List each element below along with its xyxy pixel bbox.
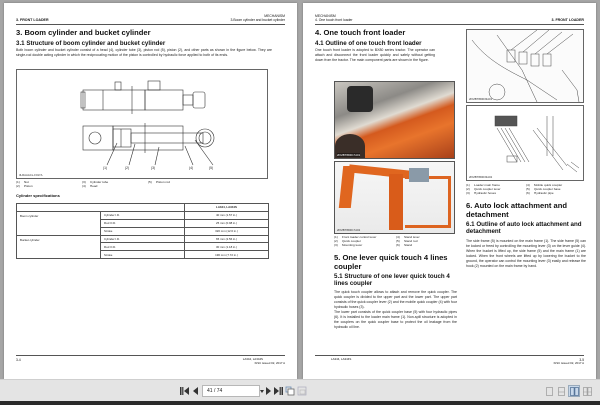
legend-label: Hydraulic hoses: [474, 190, 497, 195]
two-page-view-icon: [570, 387, 579, 396]
legend-label: Mobile quick coupler: [534, 183, 563, 187]
cylinder-spec-table: [16, 203, 269, 259]
viewer-toolbar: [0, 379, 600, 401]
page-number-input[interactable]: 41 / 74: [202, 385, 260, 397]
model-header: LA344, LA344S: [185, 204, 269, 212]
header-section-title: 3.Boom cylinder and bucket cylinder: [230, 18, 285, 22]
first-page-button[interactable]: [179, 385, 189, 397]
rotate-counterclockwise-icon: [297, 386, 307, 396]
table-header-row: [17, 204, 269, 212]
legend-num: (3): [82, 180, 86, 184]
spec-item: Stroke: [101, 251, 185, 259]
spec-value: 65 mm (2.56 in.): [185, 235, 269, 243]
section4-title: 4. One touch front loader: [315, 28, 406, 37]
spec-item: Rod O.D.: [101, 219, 185, 227]
legend-num: (4): [396, 235, 400, 239]
rotate-counterclockwise-button[interactable]: [297, 385, 307, 397]
callout-4: (4): [189, 166, 194, 170]
callout-2: (2): [125, 166, 130, 170]
legend-label: Hydraulic pipe: [534, 190, 554, 195]
first-page-icon: [180, 387, 189, 395]
callout-3: (3): [151, 166, 156, 170]
legend-label: Mounting lever: [342, 242, 363, 247]
spec-item: Cylinder I.D.: [101, 211, 185, 219]
group-name: Bucket cylinder: [17, 235, 101, 259]
legend-label: Cylinder tube: [90, 180, 109, 184]
legend-num: (5): [526, 186, 530, 191]
previous-page-button[interactable]: [191, 385, 201, 397]
photo-code: 2KMBTIB0017A01: [337, 153, 361, 157]
page-footer: [16, 355, 285, 367]
header-chapter: 3. FRONT LOADER: [16, 18, 49, 22]
legend-label: Quick coupler lever: [474, 186, 501, 191]
next-page-button[interactable]: [263, 385, 273, 397]
header-section: [315, 14, 353, 22]
pdf-page-right: [303, 3, 596, 379]
loader-frame: [389, 174, 403, 230]
tractor-photo: [334, 81, 455, 159]
callout-5: (5): [209, 166, 214, 170]
page-number: 3-4: [16, 358, 21, 362]
group-name: Boom cylinder: [17, 211, 101, 235]
rotate-clockwise-button[interactable]: [285, 385, 295, 397]
cylinder-figure: [16, 69, 268, 179]
next-page-icon: [265, 387, 271, 395]
figure-code: 2KMBTIB0033A02: [469, 175, 493, 179]
legend-num: (4): [526, 183, 530, 187]
legend-num: (3): [466, 190, 470, 195]
footer-issue: KiSC issued 02, 2017 A: [553, 361, 584, 365]
header-chapter: 3. FRONT LOADER: [551, 18, 584, 22]
header-section-title: 4. One touch front loader: [315, 18, 353, 22]
legend-num: (2): [466, 186, 470, 191]
spec-item: Cylinder I.D.: [101, 235, 185, 243]
header-mechanism: MECHANISM: [315, 14, 336, 18]
table-row: [17, 211, 269, 219]
legend-label: Stand lever: [404, 235, 420, 239]
section5-paragraph-2: The lower part consists of the quick coupler base (5) with four hydraulic pipes (6). It is installed to the loader main frame (1). Non-spill structure is adopted in the couplers on the quick coupler base to protect the oil leakage from the hydraulic oil line.: [334, 310, 457, 329]
two-page-continuous-button[interactable]: [582, 385, 592, 397]
section-title: 3. Boom cylinder and bucket cylinder: [16, 28, 151, 37]
page-header: [16, 9, 285, 25]
legend-label: Head: [90, 183, 98, 188]
coupler-overview-figure: [466, 29, 584, 103]
loader-photo: [334, 161, 455, 234]
legend-label: Nut: [24, 180, 29, 184]
legend-num: (3): [334, 242, 338, 247]
coupler-detail-figure: [466, 105, 584, 181]
legend-num: (2): [334, 238, 338, 243]
section5-paragraph: The quick touch coupler allows to attach and remove the quick coupler. The quick coupler is divided to the upper part and the lower part. The upper part consists of the quick coupler lever (2) and the mobile quick coupler (4) with four hydraulic hoses (3).: [334, 290, 457, 309]
figure-code: 3LRAAACL-F017A: [19, 173, 43, 177]
section4-subtitle: 4.1 Outline of one touch front loader: [315, 40, 422, 47]
legend-num: (6): [526, 190, 530, 195]
page-footer: [315, 355, 584, 367]
header-section: [231, 14, 285, 22]
legend-label: Stand: [404, 242, 413, 247]
legend-label: Stand rod: [404, 238, 418, 243]
legend-label: Piston: [24, 183, 33, 188]
spec-value: 320 mm (12.6 in.): [185, 227, 269, 235]
page-header: [315, 9, 584, 25]
section-paragraph: Both boom cylinder and bucket cylinder consist of a head (4), cylinder tube (3), piston rod (5), piston (2), and other parts as shown in the figure below. They are single-rod double acting cylinder in which the reciprocating motion of the piston is controlled by hydraulic force applied to both of its ends.: [16, 48, 272, 57]
single-page-view-icon: [546, 387, 553, 396]
continuous-view-icon: [558, 387, 565, 396]
figure-code: 2KMBTIB0033A01: [469, 97, 493, 101]
spec-value: 196 mm (7.72 in.): [185, 251, 269, 259]
spec-item: Stroke: [101, 227, 185, 235]
two-page-continuous-icon: [583, 387, 592, 396]
spec-title: Cylinder specifications: [16, 193, 60, 198]
photo-code: 2KMBTIB0017A02: [337, 228, 361, 232]
legend-num: (1): [466, 183, 470, 187]
legend-num: (4): [82, 183, 86, 188]
legend-num: (1): [334, 235, 338, 239]
section4-paragraph: One touch front loader is adopted to BX80 series tractor. The operator can attach and disconnect the front loader quickly and safely without getting down from the tractor. The main component parts are shown in the figure.: [315, 48, 435, 62]
page-number: 3-5: [579, 358, 584, 362]
spec-value: 30 mm (1.18 in.): [185, 243, 269, 251]
pdf-page-left: [4, 3, 297, 379]
legend-label: Front loader control lever: [342, 235, 377, 239]
callout-1: (1): [103, 166, 108, 170]
taskbar-strip: [0, 401, 600, 405]
section5-subtitle: 5.1 Structure of one lever quick touch 4 lines coupler: [334, 273, 450, 287]
legend-label: Quick coupler: [342, 238, 361, 243]
last-page-icon: [274, 387, 283, 395]
two-page-view-button[interactable]: [568, 385, 580, 397]
table-row: [17, 235, 269, 243]
previous-page-icon: [193, 387, 199, 395]
spec-value: 25 mm (0.98 in.): [185, 219, 269, 227]
rotate-clockwise-icon: [285, 386, 295, 396]
legend-label: Piston rod: [156, 180, 170, 184]
section6-subtitle: 6.1 Outline of auto lock attachment and detachment: [466, 221, 582, 235]
legend-label: Quick coupler base: [534, 186, 561, 191]
coupler-detail-diagram: [467, 106, 584, 181]
legend-label: Loader main frame: [474, 183, 500, 187]
legend-num: (5): [148, 180, 152, 184]
spec-value: 40 mm (1.57 in.): [185, 211, 269, 219]
continuous-view-button[interactable]: [556, 385, 566, 397]
legend-num: (6): [396, 242, 400, 247]
single-page-view-button[interactable]: [544, 385, 554, 397]
coupler-part: [409, 168, 429, 182]
seat-shape: [347, 86, 373, 112]
legend-num: (1): [16, 180, 20, 184]
section6-title: 6. Auto lock attachment and detachment: [466, 201, 567, 219]
spec-item: Rod O.D.: [101, 243, 185, 251]
coupler-overview-diagram: [467, 30, 584, 103]
footer-issue: KiSC issued 02, 2017 A: [254, 361, 285, 365]
last-page-button[interactable]: [273, 385, 283, 397]
header-mechanism: MECHANISM: [264, 14, 285, 18]
legend-num: (2): [16, 183, 20, 188]
footer-model: LA344, LA344S: [242, 357, 263, 361]
loader-bucket-frame: [405, 176, 451, 228]
cylinder-diagram: [17, 70, 268, 179]
section-subtitle: 3.1 Structure of boom cylinder and bucket cylinder: [16, 40, 166, 47]
footer-model: LA344, LA344S: [331, 357, 352, 361]
section6-paragraph: The side frame (5) is mounted on the main frame (1). The side frame (5) can be locked or freed by controlling the mounting lever (3) on the lever guide (4). When the bucket is lifted up, the side frame (5) and the main frame (1) are locked. When the front wheels are lifted up by lowering the bucket to the ground, the operator can control the mounting lever (3) easily and release the hook (2) mounted on the main frame by hand.: [466, 239, 586, 268]
section5-title: 5. One lever quick touch 4 lines coupler: [334, 253, 448, 271]
legend-num: (5): [396, 238, 400, 243]
